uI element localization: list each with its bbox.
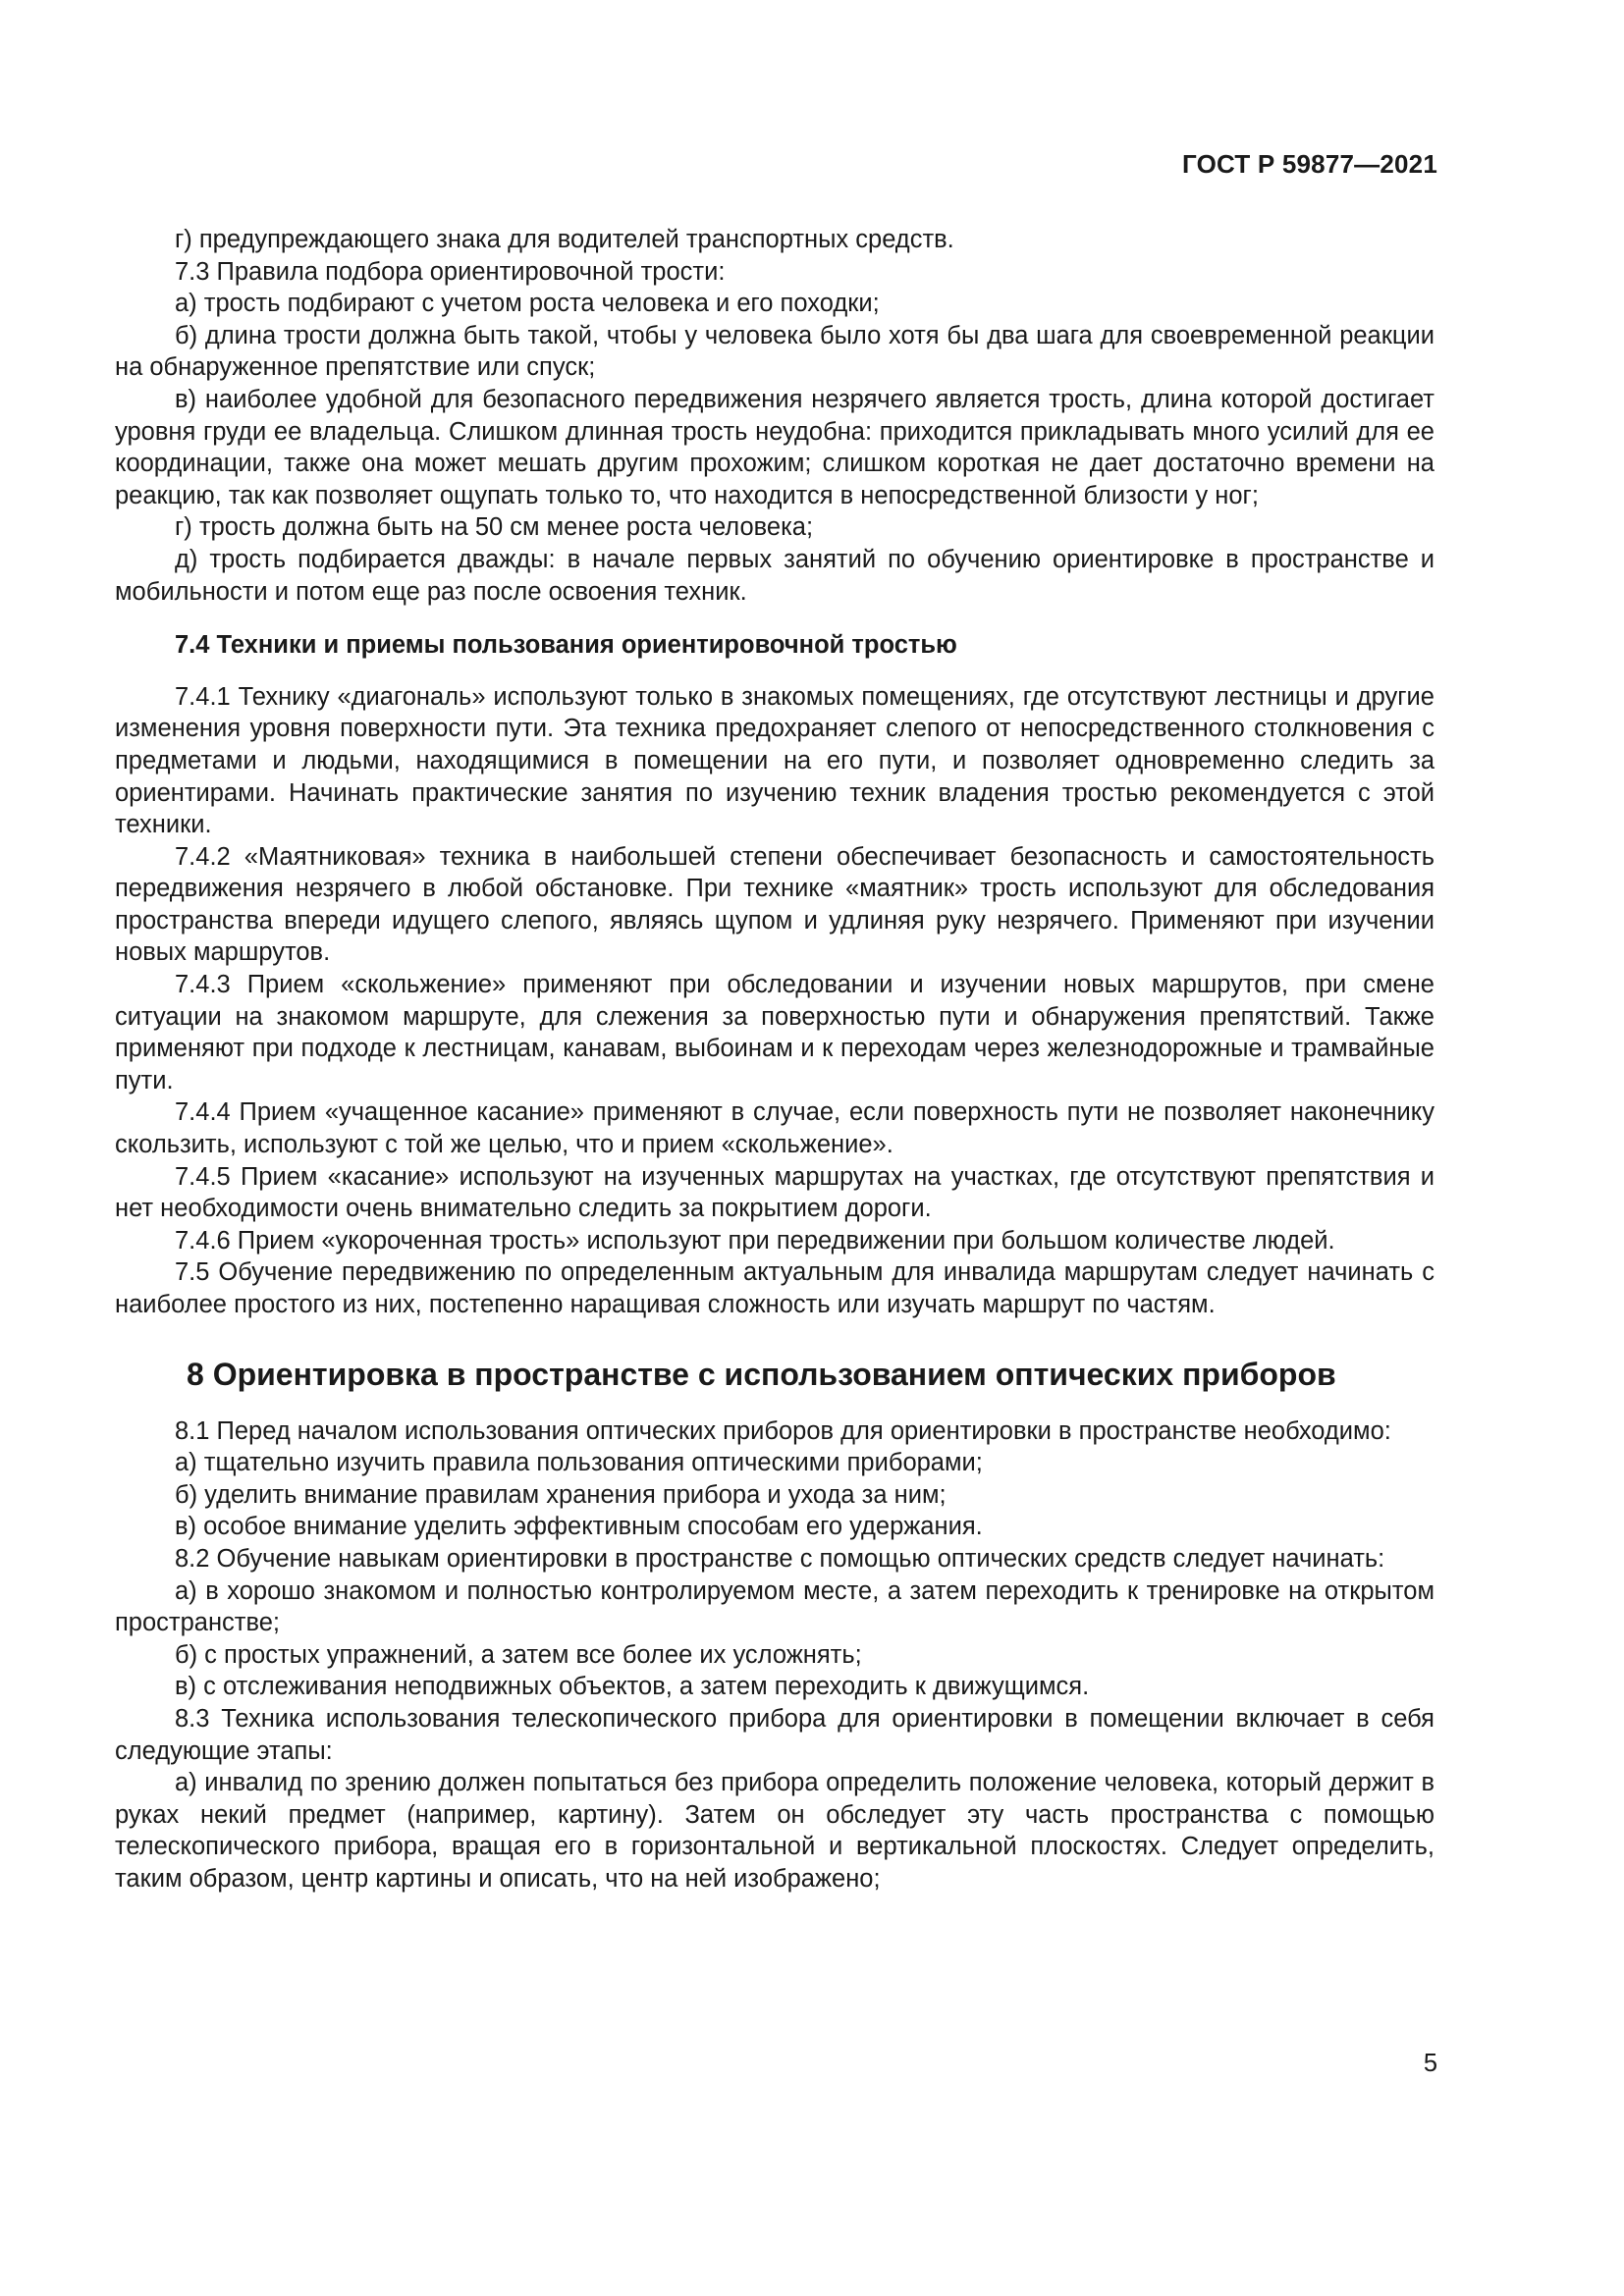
paragraph: а) в хорошо знакомом и полностью контролируемом месте, а затем переходить к тренировке на открытом пространстве; [115,1576,1435,1637]
paragraph: 7.4.4 Прием «учащенное касание» применяют в случае, если поверхность пути не позволяет наконечнику скользить, используют с той же целью, что и прием «скольжение». [115,1098,1435,1159]
subsection-heading-7-4: 7.4 Техники и приемы пользования ориентировочной тростью [175,631,957,660]
document-header: ГОСТ Р 59877—2021 [1182,149,1437,179]
paragraph: б) уделить внимание правилам хранения прибора и ухода за ним; [175,1480,947,1509]
paragraph: 8.3 Техника использования телескопического прибора для ориентировки в помещении включает в себя следующие этапы: [115,1704,1435,1765]
paragraph: 8.1 Перед началом использования оптических приборов для ориентировки в пространстве необходимо: [175,1416,1391,1445]
paragraph: в) с отслеживания неподвижных объектов, а затем переходить к движущимся. [175,1673,1090,1701]
page-number: 5 [1423,2050,1437,2077]
paragraph: 7.3 Правила подбора ориентировочной трости: [175,257,726,286]
paragraph: 7.5 Обучение передвижению по определенным актуальным для инвалида маршрутам следует начинать с наиболее простого из них, постепенно наращивая сложность или изучать маршрут по частям. [115,1258,1435,1318]
document-body [115,224,1435,1896]
paragraph: д) трость подбирается дважды: в начале первых занятий по обучению ориентировке в пространстве и мобильности и потом еще раз после освоения техник. [115,545,1435,606]
paragraph: в) особое внимание уделить эффективным способам его удержания. [175,1513,983,1541]
paragraph: а) трость подбирают с учетом роста человека и его походки; [175,290,880,318]
paragraph: в) наиболее удобной для безопасного передвижения незрячего является трость, длина которой достигает уровня груди ее владельца. Слишком длинная трость неудобна: приходится прикладывать много усилий для ее координации, также она может мешать другим прохожим; слишком короткая не дает достаточно времени на реакцию, так как позволяет ощупать только то, что находится в непосредственной близости у ног; [115,385,1435,509]
paragraph: г) предупреждающего знака для водителей транспортных средств. [175,226,954,253]
paragraph: б) длина трости должна быть такой, чтобы у человека было хотя бы два шага для своевременной реакции на обнаруженное препятствие или спуск; [115,321,1435,382]
paragraph: 7.4.3 Прием «скольжение» применяют при обследовании и изучении новых маршрутов, при смене ситуации на знакомом маршруте, для слежения за поверхностью пути и обнаружения препятствий. Также применяют при подходе к лестницам, канавам, выбоинам и к переходам через железнодорожные и трамвайные пути. [115,971,1435,1095]
paragraph: г) трость должна быть на 50 см менее роста человека; [175,513,814,542]
paragraph: а) тщательно изучить правила пользования оптическими приборами; [175,1449,983,1477]
paragraph: 7.4.5 Прием «касание» используют на изученных маршрутах на участках, где отсутствуют препятствия и нет необходимости очень внимательно следить за покрытием дороги. [115,1162,1435,1223]
paragraph: а) инвалид по зрению должен попытаться без прибора определить положение человека, который держит в руках некий предмет (например, картину). Затем он обследует эту часть пространства с помощью телескопического прибора, вращая его в горизонтальной и вертикальной плоскостях. Следует определить, таким образом, центр картины и описать, что на ней изображено; [115,1769,1435,1893]
paragraph: б) с простых упражнений, а затем все более их усложнять; [175,1640,862,1669]
paragraph: 8.2 Обучение навыкам ориентировки в пространстве с помощью оптических средств следует начинать: [175,1544,1385,1573]
paragraph: 7.4.2 «Маятниковая» техника в наибольшей степени обеспечивает безопасность и самостоятельность передвижения незрячего в любой обстановке. При технике «маятник» трость используют для обследования пространства впереди идущего слепого, являясь щупом и удлиняя руку незрячего. Применяют при изучении новых маршрутов. [115,842,1435,967]
section-heading-8: 8 Ориентировка в пространстве с использованием оптических приборов [187,1356,1336,1392]
paragraph: 7.4.1 Технику «диагональ» используют только в знакомых помещениях, где отсутствуют лестницы и другие изменения уровня поверхности пути. Эта техника предохраняет слепого от непосредственного столкновения с предметами и людьми, находящимися в помещении на его пути, и позволяет одновременно следить за ориентирами. Начинать практические занятия по изучению техник владения тростью рекомендуется с этой техники. [115,682,1435,839]
paragraph: 7.4.6 Прием «укороченная трость» используют при передвижении при большом количестве людей. [175,1226,1335,1255]
